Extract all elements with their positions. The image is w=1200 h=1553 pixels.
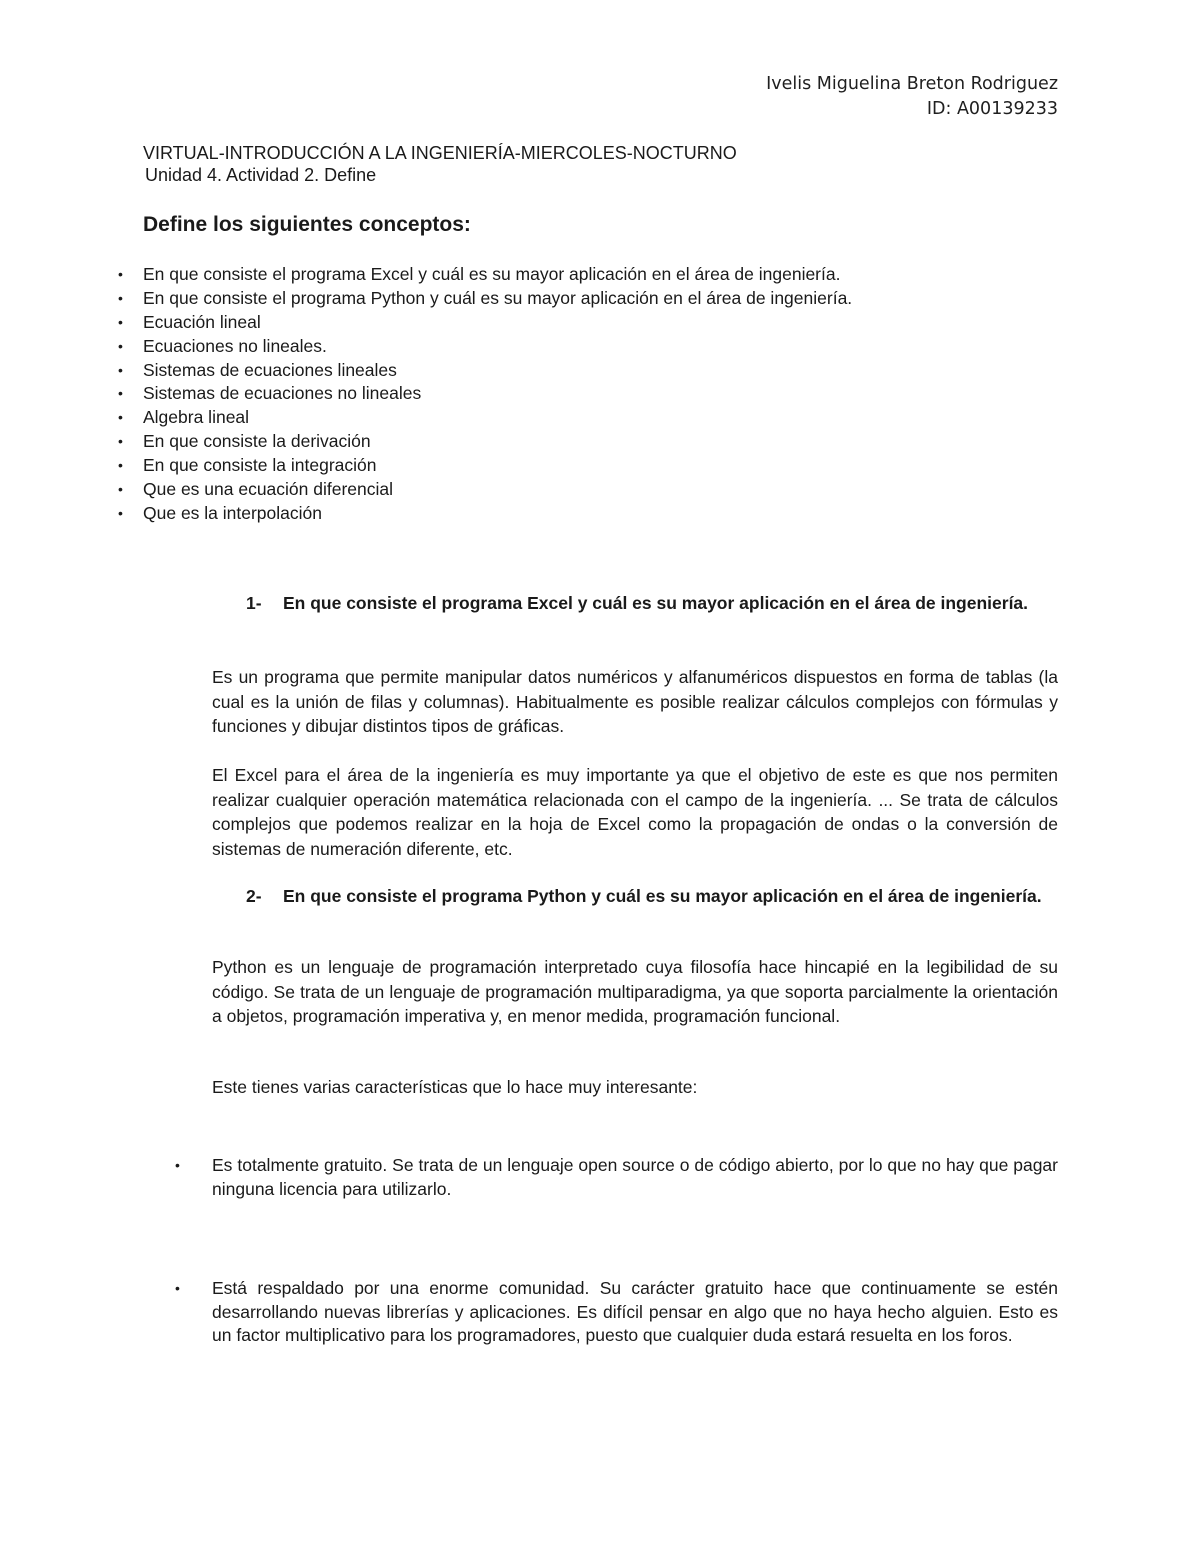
topics-list: [0, 263, 1200, 526]
section-2-paragraph-2: Este tienes varias características que lo hace muy interesante:: [212, 1077, 698, 1097]
section-2-title: [246, 885, 1046, 908]
bullet-icon: •: [118, 504, 123, 521]
author-block: [766, 72, 1058, 122]
bullet-icon: •: [175, 1157, 180, 1173]
bullet-icon: •: [118, 409, 123, 426]
page-heading: Define los siguientes conceptos:: [143, 213, 471, 236]
bullet-icon: •: [118, 337, 123, 354]
list-item: [0, 406, 1200, 430]
bullet-icon: •: [118, 313, 123, 330]
topic-text: Que es una ecuación diferencial: [143, 479, 394, 500]
list-item: [0, 359, 1200, 383]
bullet-icon: •: [118, 457, 123, 474]
bullet-icon: •: [118, 361, 123, 378]
student-id: ID: A00139233: [926, 99, 1058, 119]
bullet-icon: •: [118, 289, 123, 306]
list-item: [0, 478, 1200, 502]
author-name: Ivelis Miguelina Breton Rodriguez: [766, 74, 1058, 94]
feature-bullet: [175, 1154, 1058, 1201]
bullet-icon: •: [118, 433, 123, 450]
list-item: [0, 382, 1200, 406]
topic-text: Sistemas de ecuaciones lineales: [143, 359, 397, 380]
topic-text: Que es la interpolación: [143, 502, 322, 523]
feature-bullet: [175, 1277, 1058, 1348]
feature-text: Está respaldado por una enorme comunidad. Su carácter gratuito hace que continuamente se estén desarrollando nuevas librerías y aplicaciones. Es difícil pensar en algo que no haya hecho alguien. Esto es un factor multiplicativo para los programadores, puesto que cualquier duda estará resuelta en los foros.: [212, 1278, 1058, 1345]
course-block: [143, 142, 737, 186]
list-item: [0, 263, 1200, 287]
topic-text: En que consiste la derivación: [143, 431, 371, 452]
list-item: [0, 430, 1200, 454]
list-item: [0, 287, 1200, 311]
list-item: [0, 311, 1200, 335]
bullet-icon: •: [118, 266, 123, 282]
topic-text: Ecuación lineal: [143, 311, 261, 332]
course-title: VIRTUAL-INTRODUCCIÓN A LA INGENIERÍA-MIERCOLES-NOCTURNO: [143, 143, 737, 163]
topic-text: Algebra lineal: [143, 407, 250, 428]
section-1-title: [246, 592, 1046, 615]
list-item: [0, 335, 1200, 359]
section-title-text: En que consiste el programa Excel y cuál es su mayor aplicación en el área de ingeniería.: [283, 593, 1029, 613]
bullet-icon: •: [175, 1280, 180, 1296]
topic-text: En que consiste el programa Excel y cuál es su mayor aplicación en el área de ingeniería.: [143, 264, 841, 284]
topic-text: En que consiste el programa Python y cuál es su mayor aplicación en el área de ingeniería.: [143, 287, 853, 308]
section-1-paragraph-1: Es un programa que permite manipular datos numéricos y alfanuméricos dispuestos en forma de tablas (la cual es la unión de filas y columnas). Habitualmente es posible realizar cálculos complejos con fórmulas y funciones y dibujar distintos tipos de gráficas.: [212, 667, 1058, 736]
section-number: 1-: [246, 593, 262, 613]
topic-text: Ecuaciones no lineales.: [143, 335, 327, 356]
topic-text: Sistemas de ecuaciones no lineales: [143, 383, 422, 404]
topic-text: En que consiste la integración: [143, 455, 377, 476]
bullet-icon: •: [118, 385, 123, 402]
feature-text: Es totalmente gratuito. Se trata de un lenguaje open source o de código abierto, por lo que no hay que pagar ninguna licencia para utilizarlo.: [212, 1155, 1058, 1199]
list-item: [0, 502, 1200, 526]
course-unit: Unidad 4. Actividad 2. Define: [145, 165, 377, 185]
list-item: [0, 454, 1200, 478]
section-number: 2-: [246, 886, 262, 906]
section-2-paragraph-1: Python es un lenguaje de programación interpretado cuya filosofía hace hincapié en la legibilidad de su código. Se trata de un lenguaje de programación multiparadigma, ya que soporta parcialmente la orientación a objetos, programación imperativa y, en menor medida, programación funcional.: [212, 957, 1058, 1026]
section-1-paragraph-2: El Excel para el área de la ingeniería es muy importante ya que el objetivo de este es que nos permiten realizar cualquier operación matemática relacionada con el campo de la ingeniería. ... Se trata de cálculos complejos que podemos realizar en la hoja de Excel como la propagación de ondas o la conversión de sistemas de numeración diferente, etc.: [212, 765, 1058, 859]
section-title-text: En que consiste el programa Python y cuál es su mayor aplicación en el área de ingeniería.: [283, 886, 1042, 906]
bullet-icon: •: [118, 481, 123, 498]
